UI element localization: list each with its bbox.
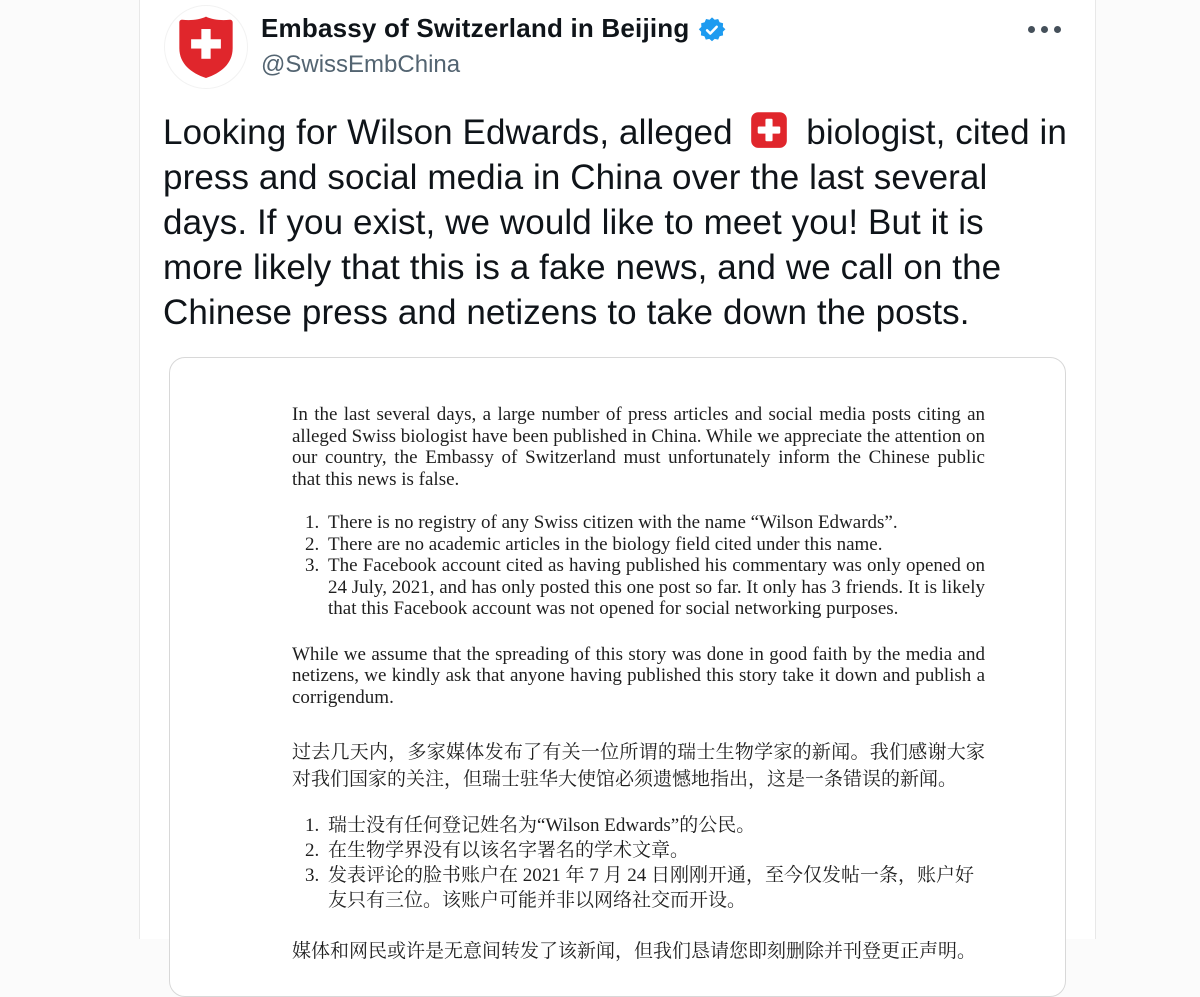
statement-en-paragraph-2: While we assume that the spreading of this story was done in good faith by the media and netizens, we kindly ask that anyone having published this story take it down and publish a corrigendum. xyxy=(292,643,985,708)
swiss-flag-emoji xyxy=(750,111,788,149)
statement-en-list xyxy=(292,512,985,620)
author-name[interactable]: Embassy of Switzerland in Beijing xyxy=(261,13,690,43)
statement-zh-list-item: 2. 在生物学界没有以该名字署名的学术文章。 xyxy=(324,838,985,863)
statement-en-paragraph-1: In the last several days, a large number of press articles and social media posts citing an alleged Swiss biologist have been published in China. While we appreciate the attention on our country, the Embassy of Switzerland must unfortunately inform the Chinese public that this news is false. xyxy=(292,404,985,490)
more-menu-icon[interactable] xyxy=(1024,22,1065,37)
statement-letter xyxy=(170,358,1065,966)
verified-badge-icon xyxy=(698,16,726,44)
author-handle[interactable]: @SwissEmbChina xyxy=(261,51,461,78)
statement-zh-paragraph-1: 过去几天内，多家媒体发布了有关一位所谓的瑞士生物学家的新闻。我们感谢大家对我们国家的关注，但瑞士驻华大使馆必须遗憾地指出，这是一条错误的新闻。 xyxy=(292,742,985,790)
author-block xyxy=(261,13,726,79)
statement-en-list-item: 3. The Facebook account cited as having published his commentary was only opened on 24 July, 2021, and has only posted this one post so far. It only has 3 friends. It is likely that this Facebook account was not opened for social networking purposes. xyxy=(324,555,985,620)
statement-en-list-item: 1. There is no registry of any Swiss citizen with the name “Wilson Edwards”. xyxy=(324,512,985,534)
statement-en-list-item: 2. There are no academic articles in the biology field cited under this name. xyxy=(324,534,985,556)
statement-zh-list-item: 3. 发表评论的脸书账户在 2021 年 7 月 24 日刚刚开通，至今仅发帖一条，账户好友只有三位。该账户可能并非以网络社交而开设。 xyxy=(324,863,985,913)
statement-zh-paragraph-2: 媒体和网民或许是无意间转发了该新闻，但我们恳请您即刻删除并刊登更正声明。 xyxy=(292,941,977,962)
statement-image[interactable] xyxy=(169,357,1066,997)
swiss-shield-icon xyxy=(175,14,237,80)
avatar[interactable] xyxy=(164,5,248,89)
statement-zh-list xyxy=(292,813,985,913)
tweet-text xyxy=(163,110,1071,335)
statement-zh-list-item: 1. 瑞士没有任何登记姓名为“Wilson Edwards”的公民。 xyxy=(324,813,985,838)
tweet-text-after-flag: biologist, cited in press and social media in China over the last several days. If you exist, we would like to meet you! But it is more likely that this is a fake news, and we call on the Chinese press and netizens to take down the posts. xyxy=(163,113,1067,332)
tweet-text-before-flag: Looking for Wilson Edwards, alleged xyxy=(163,113,733,152)
tweet-card xyxy=(139,0,1096,962)
